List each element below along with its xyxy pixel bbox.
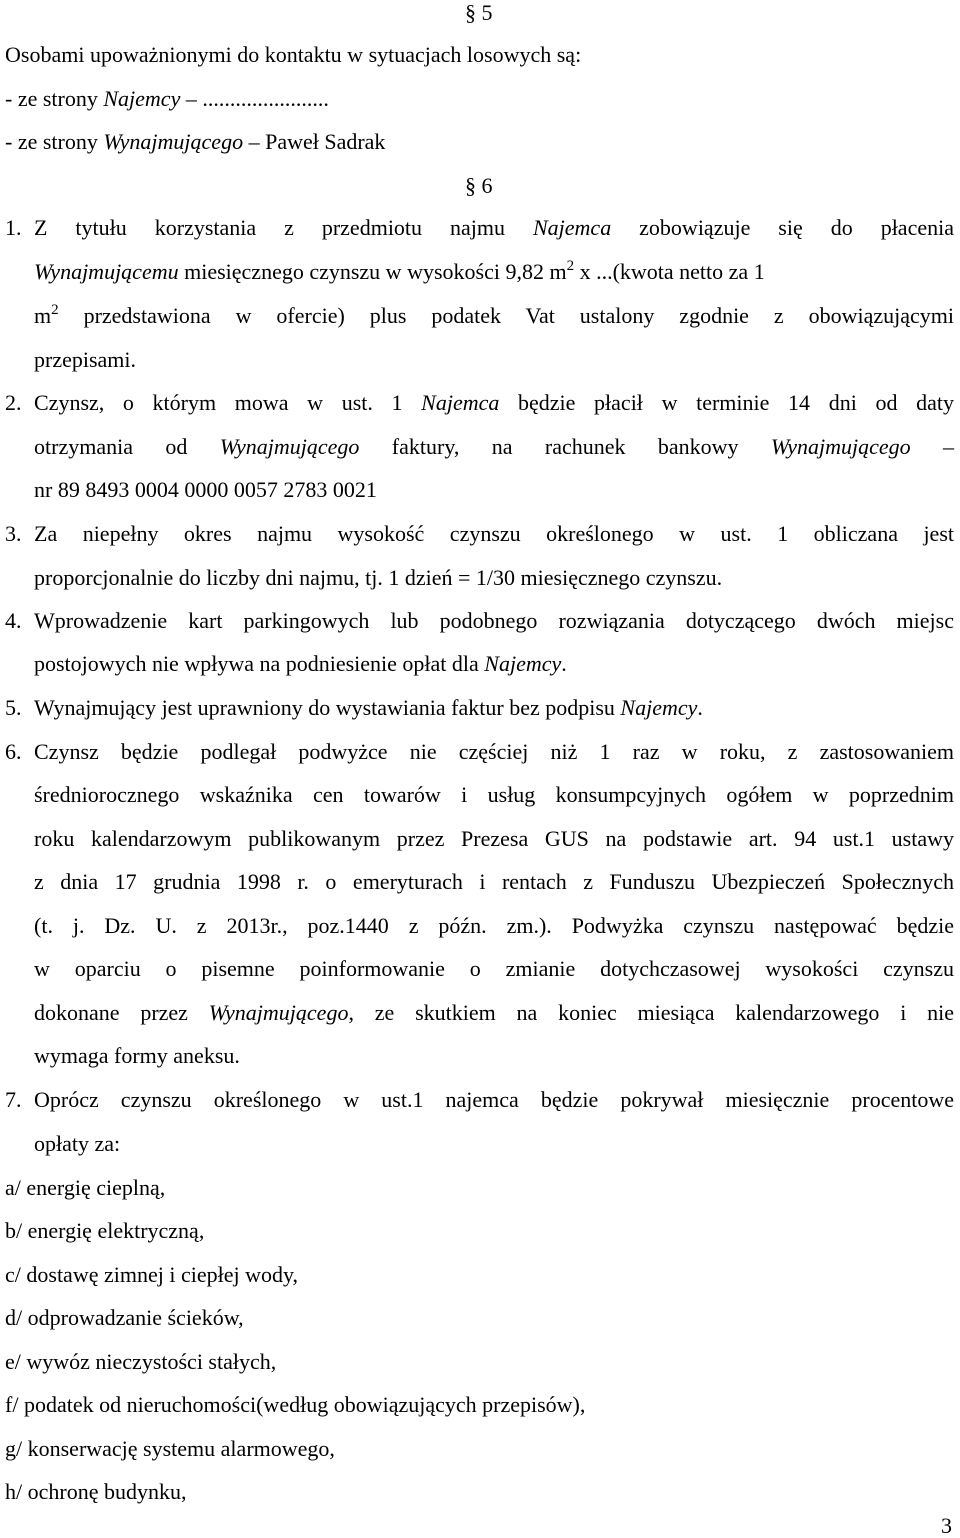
item-6-line-2: średniorocznego wskaźnika cen towarów i usług konsumpcyjnych ogółem w poprzednim	[34, 782, 954, 807]
item-1-line-4: przepisami.	[34, 347, 137, 372]
party-name: Najemcy	[484, 651, 562, 676]
item-1-line-2	[34, 258, 954, 284]
fee-list-item: c/ dostawę zimnej i ciepłej wody,	[5, 1262, 299, 1287]
item-1-line-3	[34, 302, 954, 328]
bank-account-number: nr 89 8493 0004 0000 0057 2783 0021	[34, 477, 377, 502]
item-2-line-1	[34, 392, 954, 414]
party-name: Wynajmującego	[208, 1000, 349, 1025]
contact-prefix: - ze strony	[5, 86, 104, 111]
item-6-line-8: wymaga formy aneksu.	[34, 1043, 240, 1068]
fee-list-item: h/ ochronę budynku,	[5, 1479, 187, 1504]
item-7-number: 7.	[5, 1087, 22, 1112]
text: Wynajmujący jest uprawniony do wystawiania faktur bez podpisu	[34, 695, 621, 720]
contact-party-name: Najemcy	[103, 86, 181, 111]
section-heading-6: § 6	[465, 173, 493, 198]
text: x ...(kwota netto za 1	[574, 259, 765, 284]
contacts-intro: Osobami upoważnionymi do kontaktu w sytuacjach losowych są:	[5, 42, 582, 67]
item-1-number: 1.	[5, 215, 22, 240]
item-2-number: 2.	[5, 390, 22, 415]
item-6-line-1: Czynsz będzie podlegał podwyżce nie częściej niż 1 raz w roku, z zastosowaniem	[34, 739, 954, 764]
text: przedstawiona w ofercie) plus podatek Vat ustalony zgodnie z obowiązującymi	[58, 303, 954, 328]
party-name: Najemca	[421, 390, 500, 415]
superscript: 2	[566, 258, 575, 274]
section-heading-5: § 5	[465, 0, 493, 25]
text: zobowiązuje się do płacenia	[611, 215, 954, 240]
contact-prefix: - ze strony	[5, 129, 104, 154]
party-name: Najemca	[532, 215, 612, 240]
contact-najemca	[5, 88, 329, 110]
fee-list-item: g/ konserwację systemu alarmowego,	[5, 1436, 335, 1461]
item-3-number: 3.	[5, 521, 22, 546]
party-name: Wynajmującego	[219, 434, 360, 459]
item-6-line-4: z dnia 17 grudnia 1998 r. o emeryturach i rentach z Funduszu Ubezpieczeń Społecznych	[34, 869, 954, 894]
contact-party-name: Wynajmującego	[103, 129, 244, 154]
item-3-line-2: proporcjonalnie do liczby dni najmu, tj. 1 dzień = 1/30 miesięcznego czynszu.	[34, 565, 723, 590]
item-4-number: 4.	[5, 608, 22, 633]
item-4-line-1: Wprowadzenie kart parkingowych lub podobnego rozwiązania dotyczącego dwóch miejsc	[34, 608, 954, 633]
fee-list-item: d/ odprowadzanie ścieków,	[5, 1305, 244, 1330]
text: .	[561, 651, 567, 676]
fee-list-item: e/ wywóz nieczystości stałych,	[5, 1349, 277, 1374]
item-6-line-5: (t. j. Dz. U. z 2013r., poz.1440 z późn. zm.). Podwyżka czynszu następować będzie	[34, 913, 954, 938]
contact-value: – Paweł Sadrak	[243, 129, 386, 154]
text: miesięcznego czynszu w wysokości 9,82 m	[178, 259, 567, 284]
fee-list-item: b/ energię elektryczną,	[5, 1218, 205, 1243]
text: będzie płacił w terminie 14 dni od daty	[499, 390, 954, 415]
text: Czynsz, o którym mowa w ust. 1	[34, 390, 422, 415]
text: postojowych nie wpływa na podniesienie opłat dla	[34, 651, 485, 676]
party-name: Wynajmującego	[770, 434, 911, 459]
item-6-line-7	[34, 1002, 954, 1024]
item-6-line-6: w oparciu o pisemne poinformowanie o zmianie dotychczasowej wysokości czynszu	[34, 956, 954, 981]
item-5-number: 5.	[5, 695, 22, 720]
fee-list-item: a/ energię cieplną,	[5, 1175, 166, 1200]
party-name: Najemcy	[620, 695, 698, 720]
text: m	[34, 303, 52, 328]
superscript: 2	[51, 302, 59, 318]
item-1-line-1	[34, 217, 954, 239]
text: .	[697, 695, 703, 720]
party-name: Wynajmującemu	[34, 259, 179, 284]
item-4-line-2	[34, 653, 954, 675]
text: otrzymania od	[34, 434, 220, 459]
item-6-number: 6.	[5, 739, 22, 764]
text: dokonane przez	[34, 1000, 209, 1025]
contact-wynajmujacy	[5, 131, 385, 153]
page-number: 3	[941, 1513, 952, 1538]
item-7-line-1: Oprócz czynszu określonego w ust.1 najemca będzie pokrywał miesięcznie procentowe	[34, 1087, 954, 1112]
text: , ze skutkiem na koniec miesiąca kalendarzowego i nie	[348, 1000, 954, 1025]
contact-value: – .......................	[180, 86, 329, 111]
item-5-line-1	[34, 697, 954, 719]
text: –	[910, 434, 954, 459]
text: faktury, na rachunek bankowy	[359, 434, 771, 459]
item-6-line-3: roku kalendarzowym publikowanym przez Prezesa GUS na podstawie art. 94 ust.1 ustawy	[34, 826, 954, 851]
text: Z tytułu korzystania z przedmiotu najmu	[34, 215, 533, 240]
item-2-line-2	[34, 436, 954, 458]
item-7-line-2: opłaty za:	[34, 1131, 121, 1156]
fee-list-item: f/ podatek od nieruchomości(według obowiązujących przepisów),	[5, 1392, 586, 1417]
item-3-line-1: Za niepełny okres najmu wysokość czynszu określonego w ust. 1 obliczana jest	[34, 521, 954, 546]
